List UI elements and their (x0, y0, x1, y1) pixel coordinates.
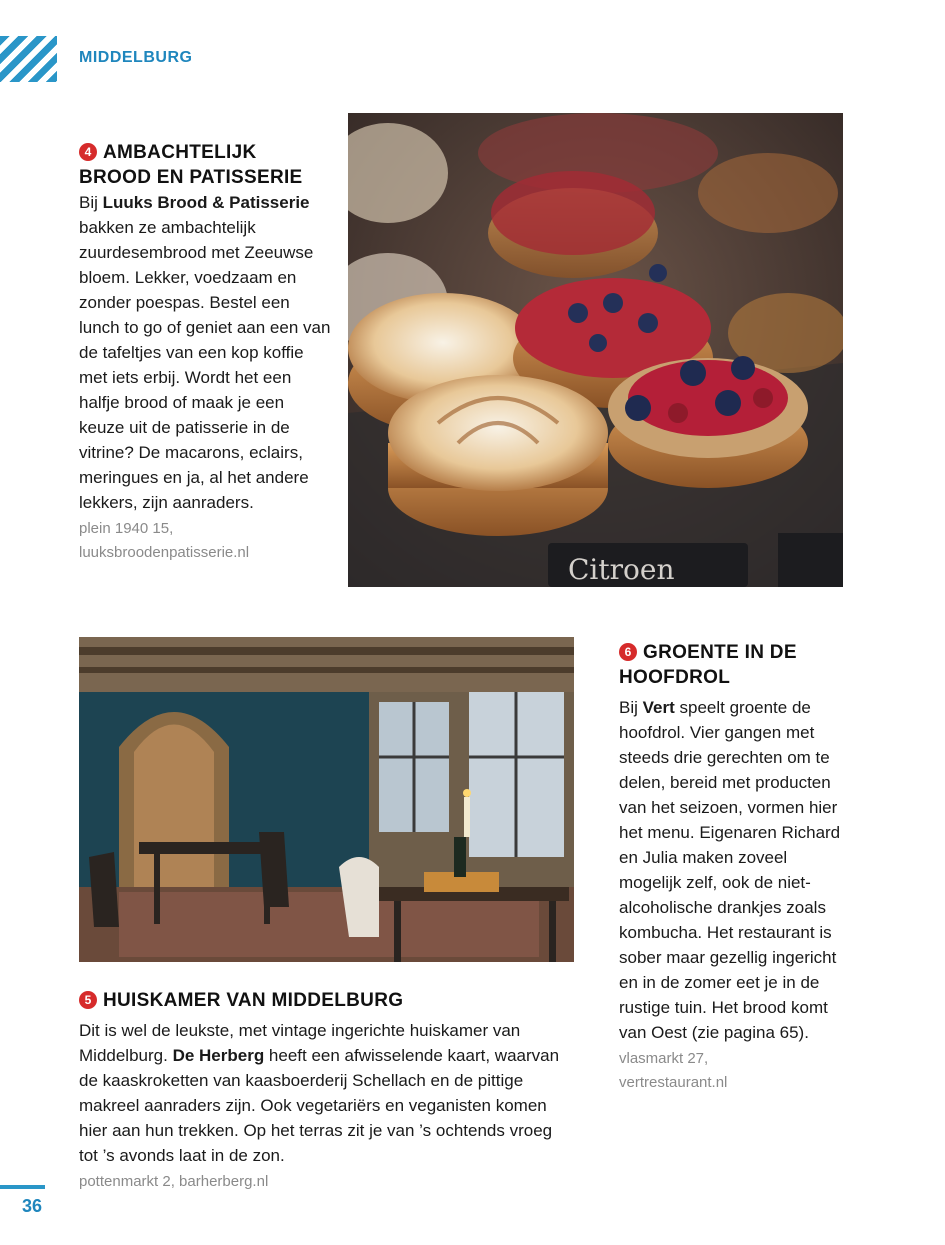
restaurant-interior-photo (79, 637, 574, 962)
number-badge: 6 (619, 643, 637, 661)
article-6 (619, 640, 847, 1095)
address-line2: luuksbroodenpatisserie.nl (79, 544, 250, 561)
body-prefix: Dit is wel de leukste, met vintage ingerichte huiskamer van Middelburg. (79, 1021, 521, 1065)
article-5-address: pottenmarkt 2, barherberg.nl (79, 1173, 269, 1190)
body-prefix: Bij (619, 698, 643, 717)
body-prefix: Bij (79, 193, 103, 212)
article-5-title: HUISKAMER VAN MIDDELBURG (103, 990, 404, 1011)
venue-name: Luuks Brood & Patisserie (102, 193, 310, 212)
footer-accent-line (0, 1185, 45, 1189)
article-4-title-line1: AMBACHTELIJK (103, 142, 257, 163)
article-4 (79, 140, 334, 565)
venue-name: De Herberg (172, 1046, 265, 1065)
article-6-heading (619, 640, 847, 690)
pastry-photo (348, 113, 843, 587)
address-line1: vlasmarkt 27, (619, 1050, 709, 1067)
number-badge: 4 (79, 143, 97, 161)
article-6-title-line1: GROENTE IN DE (643, 642, 797, 663)
venue-name: Vert (642, 698, 675, 717)
article-6-body (619, 695, 847, 1045)
article-4-title-line2: BROOD EN PATISSERIE (79, 167, 303, 188)
article-5 (79, 988, 574, 1194)
page-number: 36 (22, 1196, 43, 1216)
chalk-label: Citroen (568, 553, 675, 586)
number-badge: 5 (79, 991, 97, 1009)
article-6-address (619, 1047, 847, 1095)
address-line1: plein 1940 15, (79, 520, 174, 537)
body-rest: heeft een afwisselende kaart, waarvan de kaaskroketten van kaasboerderij Schellach en de pittige makreel aanraders zijn. Ook vegetariërs en veganisten komen hier aan hun trekken. Op het terras zit je van ’s ochtends vroeg tot ’s avonds laat in de zon. (79, 1046, 560, 1165)
interior-illustration (79, 637, 574, 962)
stripes-decoration (0, 36, 57, 82)
section-title: MIDDELBURG (79, 49, 193, 66)
pastry-illustration (348, 113, 843, 587)
body-rest: bakken ze ambachtelijk zuurdesembrood met Zeeuwse bloem. Lekker, voedzaam en zonder poespas. Bestel een lunch to go of geniet aan een van de tafeltjes van een kop koffie met iets erbij. Wordt het een halfje brood of maak je een keuze uit de patisserie in de vitrine? De macarons, eclairs, meringues en ja, al het andere lekkers, zijn aanraders. (79, 218, 331, 512)
body-rest: speelt groente de hoofdrol. Vier gangen met steeds drie gerechten om te delen, bereid met producten van het seizoen, vormen hier het menu. Eigenaren Richard en Julia maken zoveel mogelijk zelf, ook de niet-alcoholische drankjes zoals kombucha. Het restaurant is sober maar gezellig ingericht en in de zomer eet je in de rustige tuin. Het brood komt van Oest (zie pagina 65). (619, 698, 841, 1042)
article-6-title-line2: HOOFDROL (619, 667, 731, 688)
article-4-address (79, 517, 334, 565)
article-4-heading (79, 140, 334, 190)
article-5-body (79, 1018, 574, 1168)
article-5-heading (79, 988, 574, 1013)
address-line2: vertrestaurant.nl (619, 1074, 728, 1091)
article-4-body (79, 190, 334, 515)
